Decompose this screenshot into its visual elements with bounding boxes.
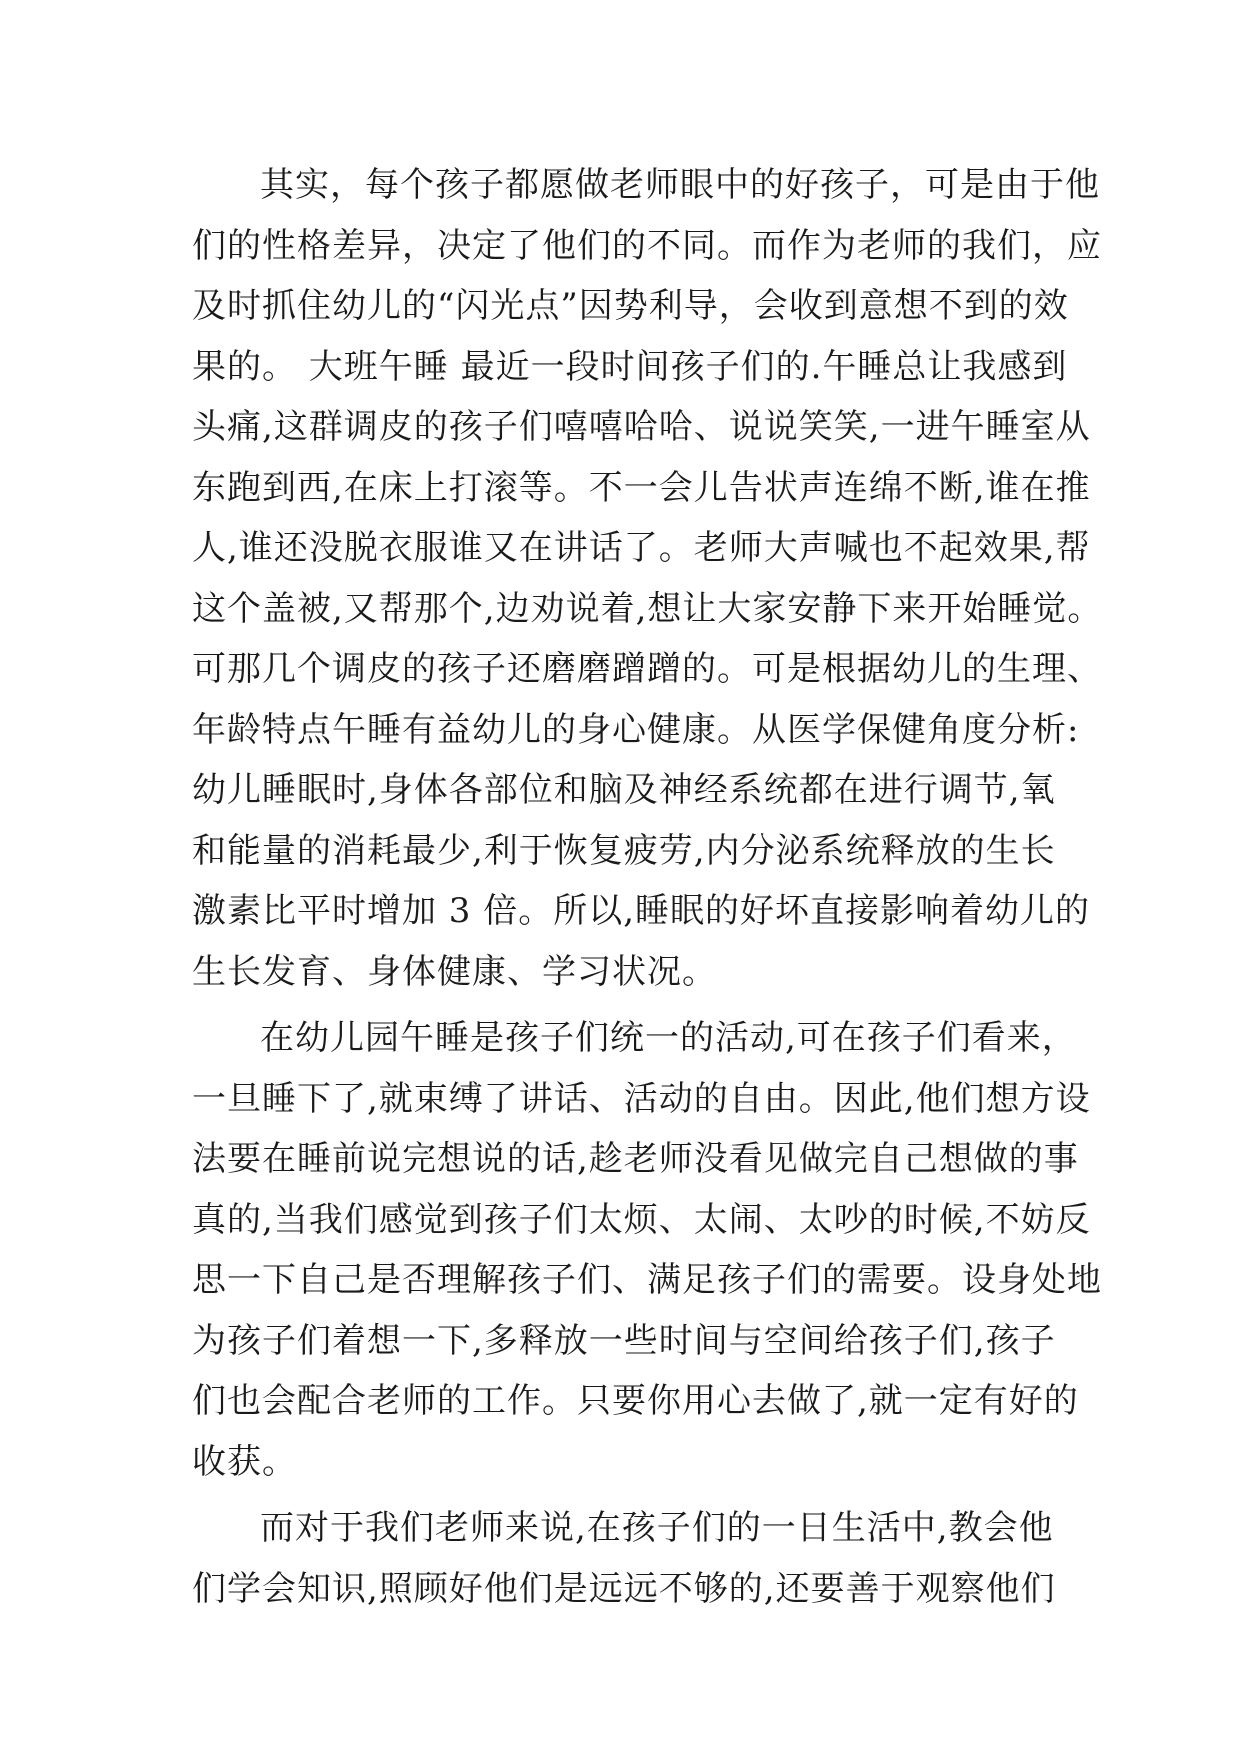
text-line: 幼儿睡眠时,身体各部位和脑及神经系统都在进行调节,氧 [192, 770, 1056, 810]
paragraph-1 [192, 155, 1103, 1002]
text-line: 这个盖被,又帮那个,边劝说着,想让大家安静下来开始睡觉。 [192, 588, 1103, 629]
text-line: 们的性格差异，决定了他们的不同。而作为老师的我们，应 [192, 225, 1102, 266]
text-line: 生长发育、身体健康、学习状况。 [192, 951, 717, 992]
text-line: 在幼儿园午睡是孩子们统一的活动,可在孩子们看来， [260, 1018, 1077, 1058]
text-line: 一旦睡下了,就束缚了讲话、活动的自由。因此,他们想方设 [192, 1078, 1091, 1119]
paragraph-2 [192, 1008, 1102, 1492]
text-line: 们学会知识,照顾好他们是远远不够的,还要善于观察他们 [192, 1568, 1056, 1609]
text-line: 们也会配合老师的工作。只要你用心去做了,就一定有好的 [192, 1381, 1079, 1421]
text-line: 真的,当我们感觉到孩子们太烦、太闹、太吵的时候,不妨反 [192, 1199, 1091, 1240]
text-line: 思一下自己是否理解孩子们、满足孩子们的需要。设身处地 [192, 1260, 1102, 1300]
text-line: 头痛,这群调皮的孩子们嘻嘻哈哈、说说笑笑,一进午睡室从 [192, 407, 1091, 447]
body-text [192, 155, 1103, 1619]
text-line: 年龄特点午睡有益幼儿的身心健康。从医学保健角度分析: [192, 709, 1080, 750]
text-line: 激素比平时增加 3 倍。所以,睡眠的好坏直接影响着幼儿的 [192, 891, 1091, 931]
text-line: 和能量的消耗最少,利于恢复疲劳,内分泌系统释放的生长 [192, 830, 1056, 871]
text-line: 可那几个调皮的孩子还磨磨蹭蹭的。可是根据幼儿的生理、 [192, 649, 1102, 689]
text-line: 及时抓住幼儿的“闪光点”因势利导，会收到意想不到的效 [192, 286, 1069, 326]
text-line: 其实，每个孩子都愿做老师眼中的好孩子，可是由于他 [260, 165, 1100, 205]
text-line: 人,谁还没脱衣服谁又在讲话了。老师大声喊也不起效果,帮 [192, 528, 1091, 568]
paragraph-3 [192, 1498, 1062, 1619]
text-line: 法要在睡前说完想说的话,趁老师没看见做完自己想做的事 [192, 1139, 1079, 1179]
text-line: 而对于我们老师来说,在孩子们的一日生活中,教会他 [260, 1508, 1054, 1548]
text-line: 果的。 大班午睡 最近一段时间孩子们的.午睡总让我感到 [192, 346, 1068, 387]
text-line: 收获。 [192, 1441, 297, 1482]
text-line: 为孩子们着想一下,多释放一些时间与空间给孩子们,孩子 [192, 1320, 1056, 1361]
text-line: 东跑到西,在床上打滚等。不一会儿告状声连绵不断,谁在推 [192, 467, 1091, 508]
